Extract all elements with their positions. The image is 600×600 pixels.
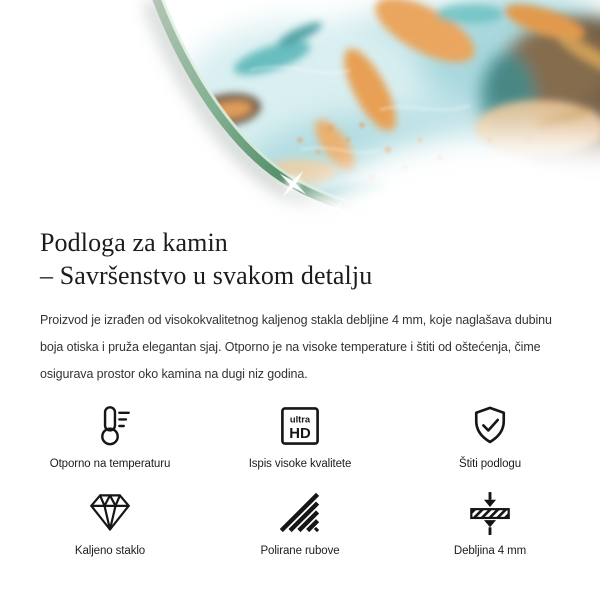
features-grid: [15, 404, 585, 558]
thickness-arrows-icon: [468, 491, 512, 535]
feature-label: Ispis visoke kvalitete: [248, 458, 352, 470]
description-line: osigurava prostor oko kamina na dugi niz godina.: [40, 367, 308, 381]
ultra-hd-icon-text-bottom: HD: [289, 426, 311, 443]
feature-protects-surface: [395, 404, 585, 471]
feature-label: Kaljeno staklo: [74, 545, 146, 557]
description-line: boja otiska i pruža elegantan sjaj. Otporno je na visoke temperature i štiti od oštećenja, čime: [40, 340, 541, 354]
shield-check-icon: [468, 404, 512, 448]
product-image: [0, 0, 600, 238]
feature-label: Debljina 4 mm: [453, 545, 527, 557]
feature-label: Štiti podlogu: [459, 458, 521, 470]
feature-thickness: [395, 491, 585, 558]
ultra-hd-icon-text-top: ultra: [289, 414, 311, 425]
feature-ultra-hd-print: [205, 404, 395, 471]
diamond-icon: [88, 491, 132, 535]
thermometer-icon: [88, 404, 132, 448]
page-title-line1: Podloga za kamin: [40, 228, 228, 257]
feature-tempered-glass: [15, 491, 205, 558]
polished-edges-icon: [278, 491, 322, 535]
description-line: Proizvod je izrađen od visokokvalitetnog kaljenog stakla debljine 4 mm, koje naglašava dubinu: [40, 313, 552, 327]
feature-label: Otporno na temperaturu: [49, 458, 171, 470]
feature-temperature-resistant: [15, 404, 205, 471]
page-title-line2: – Savršenstvo u svakom detalju: [40, 261, 373, 290]
page-title: [40, 226, 372, 292]
ultra-hd-icon: [278, 404, 322, 448]
glass-panel-photo: [0, 0, 600, 238]
feature-label: Polirane rubove: [260, 545, 340, 557]
feature-polished-edges: [205, 491, 395, 558]
product-description: [40, 307, 575, 388]
